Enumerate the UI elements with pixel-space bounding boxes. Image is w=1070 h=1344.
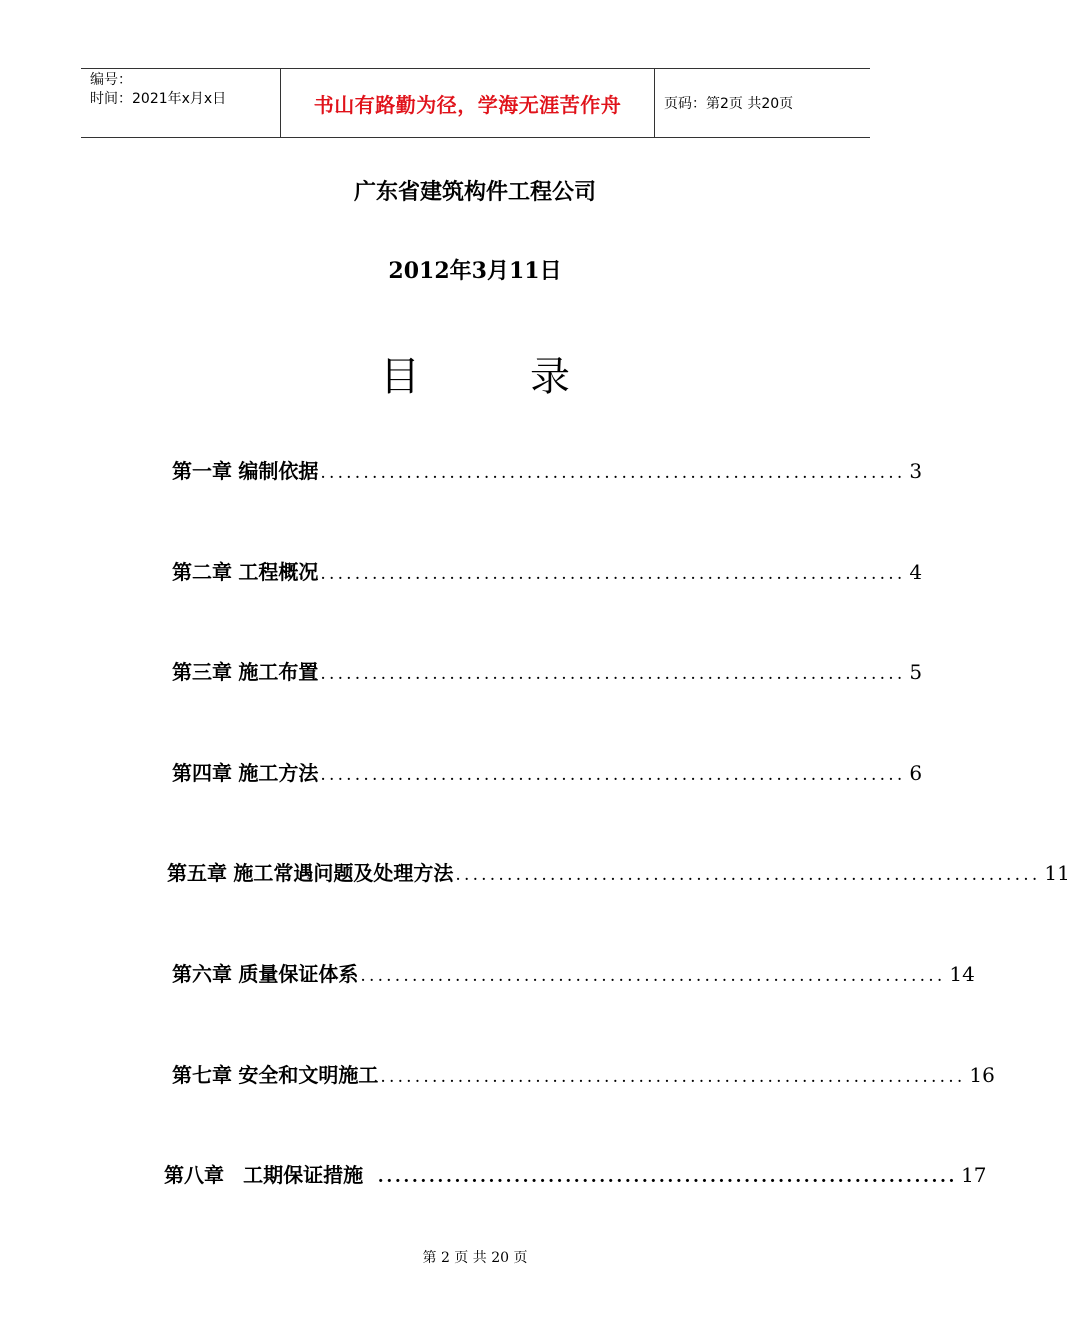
toc-leader: ....................................................................	[360, 966, 946, 986]
toc-page-number: 4	[909, 560, 923, 584]
toc-entry-title: 施工布置	[238, 660, 319, 684]
toc-entry[interactable]	[172, 556, 923, 586]
toc-leader: ....................................................................	[320, 765, 906, 785]
toc-leader: ....................................................................	[455, 865, 1041, 885]
toc-page-number: 17	[961, 1163, 987, 1187]
header-motto: 书山有路勤为径，学海无涯苦作舟	[281, 69, 655, 137]
toc-chapter: 第六章	[172, 962, 232, 986]
header-time: 时间：2021年x月x日	[90, 91, 227, 107]
toc-leader: ....................................................................	[320, 463, 906, 483]
toc-chapter: 第五章	[167, 861, 227, 885]
toc-page-number: 11	[1044, 861, 1070, 885]
toc-title: 目录	[380, 354, 680, 400]
toc-entry-title: 编制依据	[238, 459, 319, 483]
page-footer: 第 2 页 共 20 页	[422, 1250, 528, 1266]
toc-entry[interactable]	[172, 656, 923, 686]
toc-entry[interactable]	[172, 455, 923, 485]
page-header	[81, 68, 870, 138]
toc-chapter: 第三章	[172, 660, 232, 684]
toc-entry-title: 施工方法	[238, 761, 319, 785]
toc-entry[interactable]	[164, 1159, 987, 1189]
toc-entry-title: 工程概况	[238, 560, 319, 584]
toc-leader: ....................................................................	[380, 1067, 966, 1087]
toc-page-number: 14	[949, 962, 975, 986]
toc-entry[interactable]	[167, 857, 1070, 887]
toc-entry[interactable]	[172, 757, 923, 787]
toc-page-number: 16	[969, 1063, 995, 1087]
toc-entry-title: 安全和文明施工	[238, 1063, 379, 1087]
toc-chapter: 第二章	[172, 560, 232, 584]
toc-chapter: 第四章	[172, 761, 232, 785]
toc-entry-title: 施工常遇问题及处理方法	[233, 861, 454, 885]
toc-leader: ....................................................................	[320, 564, 906, 584]
toc-chapter: 第七章	[172, 1063, 232, 1087]
company-name: 广东省建筑构件工程公司	[353, 180, 596, 205]
toc-chapter: 第八章	[164, 1163, 224, 1187]
header-meta	[81, 69, 281, 137]
toc-leader: ....................................................................	[320, 664, 906, 684]
toc-entry[interactable]	[172, 1059, 995, 1089]
toc-page-number: 5	[909, 660, 923, 684]
toc-entry-title: 质量保证体系	[238, 962, 359, 986]
header-page-info: 页码：第2页 共20页	[664, 96, 794, 112]
toc-leader: ....................................................................	[377, 1167, 958, 1187]
toc-entry-title: 工期保证措施	[243, 1163, 364, 1187]
toc-chapter: 第一章	[172, 459, 232, 483]
document-date: 2012年3月11日	[388, 258, 562, 284]
toc-page-number: 3	[909, 459, 923, 483]
toc-page-number: 6	[909, 761, 923, 785]
toc-entry[interactable]	[172, 958, 975, 988]
header-number: 编号：	[90, 72, 132, 88]
